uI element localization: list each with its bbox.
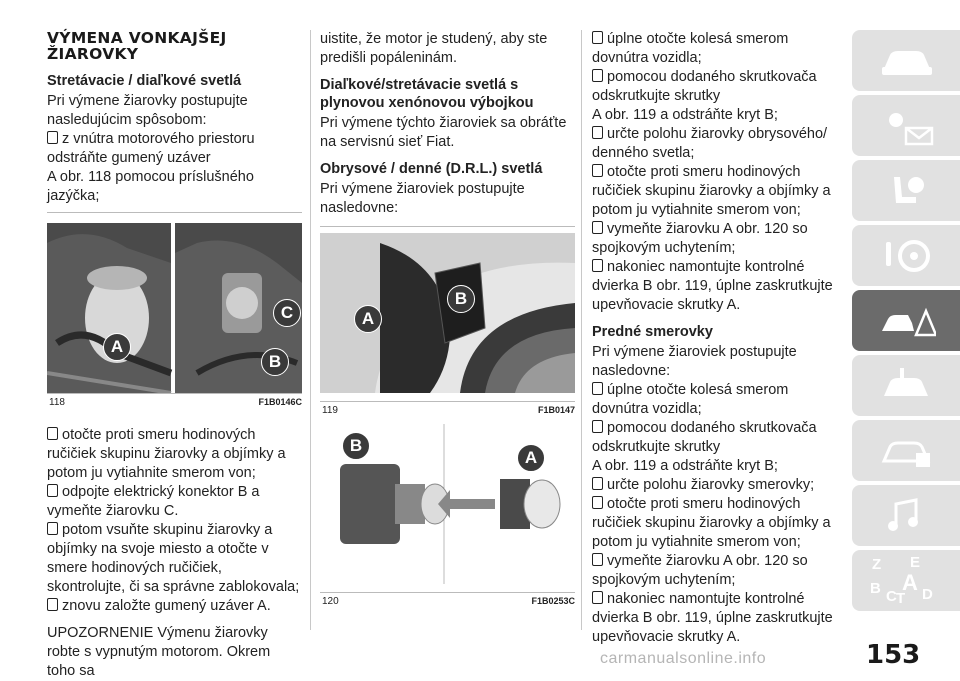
step: otočte proti smeru hodinových ručičiek skupinu žiarovky a objímky a potom ju vytiahnite smerom von; [47, 427, 286, 481]
intro-text: Pri výmene žiarovky postupujte nasledujúcim spôsobom: [47, 93, 248, 128]
figure-code: F1B0146C [258, 397, 302, 407]
drl-text: Pri výmene žiaroviek postupujte nasledovne: [320, 181, 525, 216]
label-a: A [103, 333, 131, 361]
checkbox-bullet-icon [47, 131, 58, 144]
figure-number: 120 [322, 596, 339, 607]
subsection-title-drl: Obrysové / denné (D.R.L.) svetlá [320, 161, 543, 177]
checkbox-bullet-icon [47, 484, 58, 497]
checkbox-bullet-icon [592, 553, 603, 566]
subsection-title-xenon: Diaľkové/stretávacie svetlá s plynovou xenónovou výbojkou [320, 77, 534, 111]
index-icon: Z E B A C T D [870, 553, 933, 607]
label-c: C [273, 299, 301, 327]
breakdown-icon [876, 301, 936, 341]
step: pomocou dodaného skrutkovača odskrutkujte skrutky [592, 69, 817, 104]
label-a: A [354, 305, 382, 333]
figure-code: F1B0253C [531, 596, 575, 606]
maintenance-car-icon [876, 366, 936, 406]
figure-caption [320, 401, 575, 416]
page-number: 153 [866, 640, 921, 670]
step: nakoniec namontujte kontrolné dvierka B obr. 119, úplne zaskrutkujte upevňovacie skrutky A. [592, 259, 833, 313]
step: pomocou dodaného skrutkovača odskrutkujte skrutky [592, 420, 817, 455]
checkbox-bullet-icon [592, 477, 603, 490]
label-b: B [447, 285, 475, 313]
checkbox-bullet-icon [47, 427, 58, 440]
step: z vnútra motorového priestoru odstráňte gumený uzáver [47, 131, 255, 166]
checkbox-bullet-icon [47, 522, 58, 535]
figure-caption [47, 393, 302, 408]
warning-lights-icon [876, 106, 936, 146]
continued-text: uistite, že motor je studený, aby ste predišli popáleninám. [320, 31, 548, 66]
step: potom vsuňte skupinu žiarovky a objímky na svoje miesto a otočte v smere hodinových ručičiek, skontrolujte, či sa správne zablokovala; [47, 522, 300, 595]
checkbox-bullet-icon [592, 591, 603, 604]
label-b: B [342, 432, 370, 460]
figure-code: F1B0147 [537, 405, 575, 415]
tab-safety[interactable] [852, 160, 960, 221]
seat-airbag-icon [876, 171, 936, 211]
checkbox-bullet-icon [592, 420, 603, 433]
chapter-tabs [852, 30, 960, 615]
step: znovu založte gumený uzáver A. [47, 597, 302, 616]
checkbox-bullet-icon [592, 259, 603, 272]
tab-multimedia[interactable] [852, 485, 960, 546]
subsection-title: Stretávacie / diaľkové svetlá [47, 73, 242, 89]
step: odpojte elektrický konektor B a vymeňte žiarovku C. [47, 484, 260, 519]
step-continued: A obr. 118 pomocou príslušného jazýčka; [47, 169, 254, 204]
tab-starting-driving[interactable] [852, 225, 960, 286]
tab-maintenance[interactable] [852, 355, 960, 416]
technical-data-icon [876, 431, 936, 471]
multimedia-icon [876, 496, 936, 536]
checkbox-bullet-icon [592, 496, 603, 509]
step: úplne otočte kolesá smerom dovnútra vozidla; [592, 31, 789, 66]
step: úplne otočte kolesá smerom dovnútra vozidla; [592, 382, 789, 417]
tab-index[interactable] [852, 550, 960, 611]
warning-text: UPOZORNENIE Výmenu žiarovky robte s vypnutým motorom. Okrem toho sa [47, 625, 271, 679]
label-a: A [517, 444, 545, 472]
checkbox-bullet-icon [592, 31, 603, 44]
checkbox-bullet-icon [47, 598, 58, 611]
step: určte polohu žiarovky obrysového/ denného svetla; [592, 126, 828, 161]
checkbox-bullet-icon [592, 221, 603, 234]
step: otočte proti smeru hodinových ručičiek skupinu žiarovky a objímky a potom ju vytiahnite smerom von; [592, 496, 831, 550]
step: nakoniec namontujte kontrolné dvierka B obr. 119, úplne zaskrutkujte upevňovacie skrutky A. [592, 591, 833, 645]
subsection-title-turn: Predné smerovky [592, 324, 713, 340]
checkbox-bullet-icon [592, 126, 603, 139]
column-divider [581, 30, 582, 630]
step: vymeňte žiarovku A obr. 120 so spojkovým uchytením; [592, 221, 808, 256]
column-divider [310, 30, 311, 630]
tab-emergency[interactable] [852, 290, 960, 351]
step: otočte proti smeru hodinových ručičiek skupinu žiarovky a objímky a potom ju vytiahnite smerom von; [592, 164, 831, 218]
column-1 [47, 30, 302, 681]
column-3 [592, 30, 837, 647]
step: vymeňte žiarovku A obr. 120 so spojkovým uchytením; [592, 553, 808, 588]
car-dashboard-icon [876, 41, 936, 81]
turn-intro: Pri výmene žiaroviek postupujte nasledovne: [592, 344, 797, 379]
figure-number: 118 [49, 397, 65, 408]
tab-technical-data[interactable] [852, 420, 960, 481]
step-continued: A obr. 119 a odstráňte kryt B; [592, 107, 778, 123]
watermark-footer: carmanualsonline.info [600, 650, 767, 667]
checkbox-bullet-icon [592, 382, 603, 395]
column-2 [320, 30, 575, 607]
checkbox-bullet-icon [592, 69, 603, 82]
section-title: VÝMENA VONKAJŠEJ ŽIAROVKY [47, 29, 227, 63]
figure-118 [47, 212, 302, 408]
step-continued: A obr. 119 a odstráňte kryt B; [592, 458, 778, 474]
figure-120 [320, 424, 575, 607]
xenon-text: Pri výmene týchto žiaroviek sa obráťte na servisnú sieť Fiat. [320, 115, 567, 150]
tab-warning-lights[interactable] [852, 95, 960, 156]
label-b: B [261, 348, 289, 376]
step: určte polohu žiarovky smerovky; [592, 476, 837, 495]
steering-key-icon [876, 236, 936, 276]
figure-caption [320, 592, 575, 607]
tab-dashboard[interactable] [852, 30, 960, 91]
checkbox-bullet-icon [592, 164, 603, 177]
figure-number: 119 [322, 405, 338, 416]
figure-119 [320, 226, 575, 416]
